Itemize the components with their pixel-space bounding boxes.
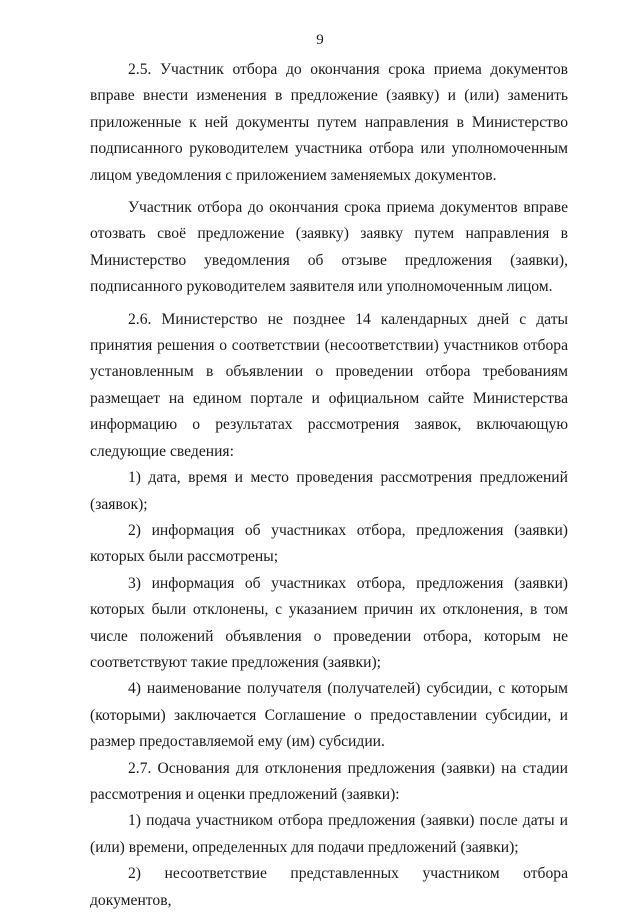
- list-item-2-7-1: 1) подача участником отбора предложения (заявки) после даты и (или) времени, определенных для подачи предложений (заявки);: [90, 812, 568, 856]
- list-item-2-7-2: 2) несоответствие представленных участником отбора документов,: [90, 865, 568, 909]
- list-item-2-6-1: 1) дата, время и место проведения рассмотрения предложений (заявок);: [90, 469, 568, 513]
- list-item-2-6-2: 2) информация об участниках отбора, предложения (заявки) которых были рассмотрены;: [90, 521, 568, 566]
- paragraph-2-5: 2.5. Участник отбора до окончания срока приема документов вправе внести изменения в предложение (заявку) и (или) заменить приложенные к ней документы путем направления в Министерство подписанного руководителем участника отбора или уполномоченным лицом уведомления с приложением заменяемых документов.: [90, 61, 568, 184]
- paragraph-withdrawal: Участник отбора до окончания срока приема документов вправе отозвать своё предложение (заявку) заявку путем направления в Министерство уведомления об отзыве предложения (заявки), подписанного руководителем заявителя или уполномоченным лицом.: [90, 199, 568, 296]
- paragraph-2-6: 2.6. Министерство не позднее 14 календарных дней с даты принятия решения о соответствии (несоответствии) участников отбора установленным в объявлении о проведении отбора требованиям размещает на едином портале и официальном сайте Министерства информацию о результатах рассмотрения заявок, включающую следующие сведения:: [90, 310, 568, 460]
- paragraph-2-7: 2.7. Основания для отклонения предложения (заявки) на стадии рассмотрения и оценки предложений (заявки):: [90, 759, 568, 803]
- page-number: 9: [316, 32, 324, 48]
- list-item-2-6-4: 4) наименование получателя (получателей) субсидии, с которым (которыми) заключается Соглашение о предоставлении субсидии, и размер предоставляемой ему (им) субсидии.: [90, 680, 568, 751]
- list-item-2-6-3: 3) информация об участниках отбора, предложения (заявки) которых были отклонены, с указанием причин их отклонения, в том числе положений объявления о проведении отбора, которым не соответствуют такие предложения (заявки);: [90, 574, 568, 671]
- document-body: [90, 57, 568, 914]
